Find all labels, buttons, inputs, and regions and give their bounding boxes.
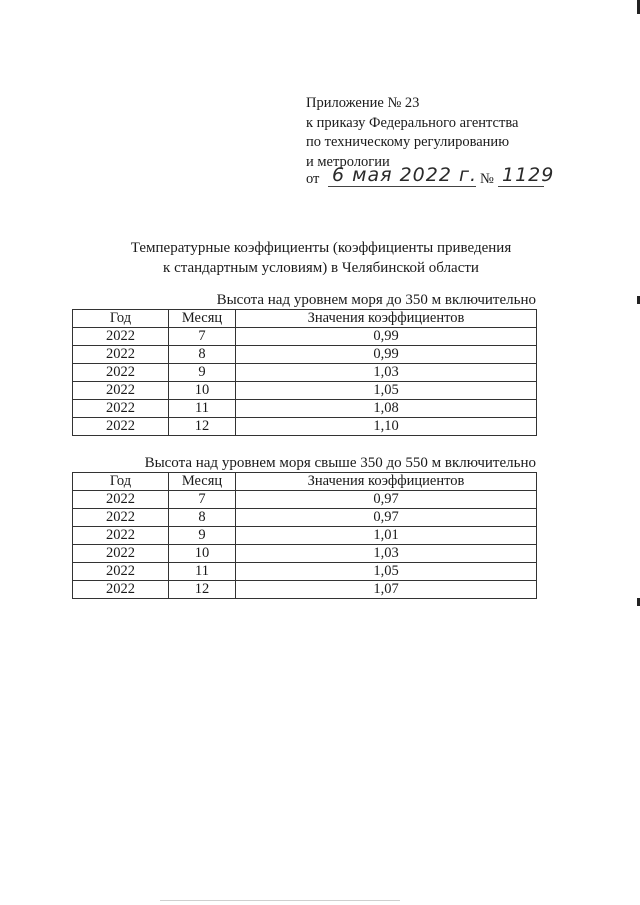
appendix-number: Приложение № 23 [306, 95, 420, 111]
table-row [73, 400, 537, 418]
header-values: Значения коэффициентов [236, 310, 537, 328]
header-values: Значения коэффициентов [236, 473, 537, 491]
cell-month: 12 [169, 581, 236, 599]
table-row [73, 527, 537, 545]
cell-value: 1,08 [236, 400, 537, 418]
cell-year: 2022 [73, 563, 169, 581]
title-line-2: к стандартным условиям) в Челябинской области [163, 259, 479, 276]
table-row [73, 418, 537, 436]
table-caption-1: Высота над уровнем моря до 350 м включительно [216, 292, 536, 308]
table-row [73, 382, 537, 400]
cell-month: 11 [169, 563, 236, 581]
coefficients-table-2 [72, 472, 537, 599]
cell-value: 1,03 [236, 545, 537, 563]
cell-month: 8 [169, 509, 236, 527]
cell-year: 2022 [73, 382, 169, 400]
scan-bottom-line [160, 900, 400, 901]
table-row [73, 563, 537, 581]
cell-value: 0,97 [236, 509, 537, 527]
table-row [73, 364, 537, 382]
table-header-row [73, 473, 537, 491]
table-row [73, 581, 537, 599]
cell-year: 2022 [73, 418, 169, 436]
cell-month: 7 [169, 491, 236, 509]
appendix-order-ref: к приказу Федерального агентства [306, 114, 519, 131]
header-year: Год [73, 473, 169, 491]
date-underline [328, 186, 476, 187]
cell-month: 7 [169, 328, 236, 346]
header-month: Месяц [169, 473, 236, 491]
cell-year: 2022 [73, 545, 169, 563]
cell-month: 8 [169, 346, 236, 364]
handwritten-number: 1129 [502, 164, 555, 186]
cell-year: 2022 [73, 509, 169, 527]
table-row [73, 509, 537, 527]
cell-month: 9 [169, 527, 236, 545]
header-month: Месяц [169, 310, 236, 328]
cell-value: 0,99 [236, 328, 537, 346]
cell-year: 2022 [73, 581, 169, 599]
cell-value: 1,01 [236, 527, 537, 545]
handwritten-date: 6 мая 2022 г. [332, 164, 477, 186]
table-row [73, 328, 537, 346]
cell-value: 1,07 [236, 581, 537, 599]
cell-value: 1,05 [236, 563, 537, 581]
coefficients-table-1 [72, 309, 537, 436]
date-prefix: от [306, 171, 320, 187]
cell-value: 0,99 [236, 346, 537, 364]
cell-month: 10 [169, 382, 236, 400]
cell-year: 2022 [73, 364, 169, 382]
appendix-header [306, 94, 518, 172]
cell-year: 2022 [73, 328, 169, 346]
cell-month: 12 [169, 418, 236, 436]
table-row [73, 545, 537, 563]
table-header-row [73, 310, 537, 328]
cell-month: 9 [169, 364, 236, 382]
cell-value: 1,10 [236, 418, 537, 436]
cell-month: 10 [169, 545, 236, 563]
cell-year: 2022 [73, 527, 169, 545]
document-title [0, 239, 640, 278]
title-line-1: Температурные коэффициенты (коэффициенты приведения [130, 240, 512, 256]
table-row [73, 346, 537, 364]
table-caption-2: Высота над уровнем моря свыше 350 до 550 м включительно [144, 455, 536, 471]
cell-value: 1,03 [236, 364, 537, 382]
cell-value: 0,97 [236, 491, 537, 509]
appendix-agency-line-end: и метрологии [306, 153, 390, 170]
table-row [73, 491, 537, 509]
cell-month: 11 [169, 400, 236, 418]
cell-year: 2022 [73, 491, 169, 509]
appendix-agency-line: по техническому регулированию [306, 134, 510, 150]
cell-value: 1,05 [236, 382, 537, 400]
order-date-number-line [306, 164, 555, 190]
cell-year: 2022 [73, 346, 169, 364]
cell-year: 2022 [73, 400, 169, 418]
header-year: Год [73, 310, 169, 328]
number-prefix: № [480, 171, 494, 187]
number-underline [498, 186, 544, 187]
